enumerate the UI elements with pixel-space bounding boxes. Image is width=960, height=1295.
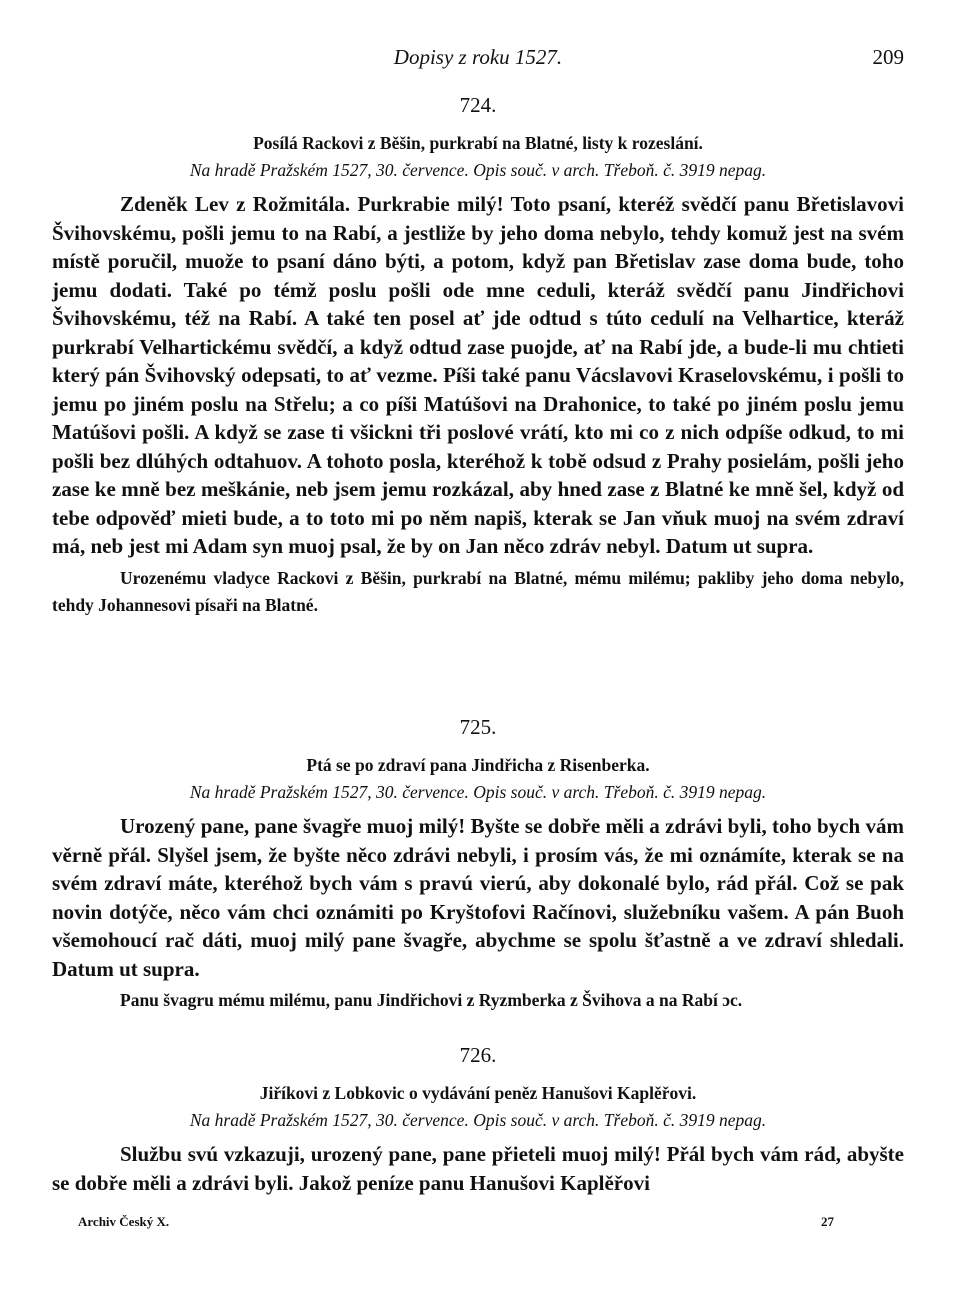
letter-number: 724. — [459, 93, 497, 117]
running-head — [52, 42, 904, 72]
letter-body: Službu svú vzkazuji, urozený pane, pane přieteli muoj milý! Přál bych vám rád, abyšte se dobře měli a zdrávi byli. Jakož peníze panu Hanušovi Kaplěřovi — [52, 1142, 904, 1195]
letter-source: Na hradě Pražském 1527, 30. července. Opis souč. v arch. Třeboň. č. 3919 nepag. — [189, 160, 767, 180]
footer-sheet-number: 27 — [821, 1214, 834, 1229]
letter-source: Na hradě Pražském 1527, 30. července. Opis souč. v arch. Třeboň. č. 3919 nepag. — [189, 782, 767, 802]
letter-724 — [52, 90, 904, 619]
letter-725 — [52, 712, 904, 1014]
page-footer — [52, 1214, 904, 1234]
running-title: Dopisy z roku 1527. — [393, 45, 563, 69]
letter-summary: Jiříkovi z Lobkovic o vydávání peněz Hanušovi Kaplěřovi. — [259, 1083, 697, 1103]
letter-number: 725. — [459, 715, 497, 739]
footer-signature: Archiv Český X. — [78, 1214, 170, 1229]
letter-summary: Posílá Rackovi z Běšin, purkrabí na Blatné, listy k rozeslání. — [253, 133, 703, 153]
letter-address: Panu švagru mému milému, panu Jindřichovi z Ryzmberka z Švihova a na Rabí ɔc. — [120, 990, 743, 1010]
letter-summary: Ptá se po zdraví pana Jindřicha z Risenberka. — [306, 755, 650, 775]
letter-726 — [52, 1040, 904, 1197]
letter-number: 726. — [459, 1043, 497, 1067]
page-number: 209 — [872, 45, 904, 69]
letter-address: Urozenému vladyce Rackovi z Běšin, purkrabí na Blatné, mému milému; pakliby jeho doma nebylo, tehdy Johannesovi písaři na Blatné. — [52, 567, 904, 615]
letter-body: Urozený pane, pane švagře muoj milý! Byšte se dobře měli a zdrávi byli, toho bych vám věrně přál. Slyšel jsem, že byšte něco zdrávi nebyli, i prosím vás, že mi oznámíte, kterak se na svém zdraví máte, kteréhož bych vám s pravú vierú, aby dokonalé bylo, rád přál. Což se pak novin dotýče, něco vám chci oznámiti po Kryštofovi Račínovi, služebníku vašem. A pán Buoh všemohoucí rač dáti, muoj milý pane švagře, abychme se spolu šťastně a ve zdraví shledali. Datum ut supra. — [52, 814, 904, 981]
letter-source: Na hradě Pražském 1527, 30. července. Opis souč. v arch. Třeboň. č. 3919 nepag. — [189, 1110, 767, 1130]
letter-body: Zdeněk Lev z Rožmitála. Purkrabie milý! Toto psaní, kteréž svědčí panu Břetislavovi Švihovskému, pošli jemu to na Rabí, a jestliže by jeho doma nebylo, tehdy komuž jest na svém místě poručil, muože to psaní dáno býti, a potom, když pan Břetislav zase doma bude, toho jemu dodati. Také po témž poslu pošli ode mne ceduli, kteráž svědčí panu Jindřichovi Švihovskému, též na Rabí. A také ten posel ať jde odtud s túto cedulí na Velhartice, kteráž purkrabí Velhartickému svědčí, a když odtud zase puojde, ať na Rabí jde, a bude-li mu chtieti který pán Švihovský odepsati, to ať vezme. Píši také panu Vácslavovi Kraselovskému, i pošli to jemu po jiném poslu na Střelu; a co píši Matúšovi na Drahonice, to také po jiném poslu jemu Matúšovi pošli. A když se zase ti všickni tři poslové vrátí, kto mi co z nich odpíše odkud, to mi pošli bez dlúhých odtahuov. A tohoto posla, kteréhož k tobě odsud z Prahy posielám, pošli jeho zase ke mně bez meškánie, neb jsem jemu rozkázal, aby hned zase z Blatné ke mně šel, když od tebe odpověď mieti bude, a to toto mi po něm napiš, kterak se Jan vňuk muoj na svém zdraví má, neb jest mi Adam syn muoj psal, že by on Jan něco zdráv nebyl. Datum ut supra. — [52, 192, 904, 558]
